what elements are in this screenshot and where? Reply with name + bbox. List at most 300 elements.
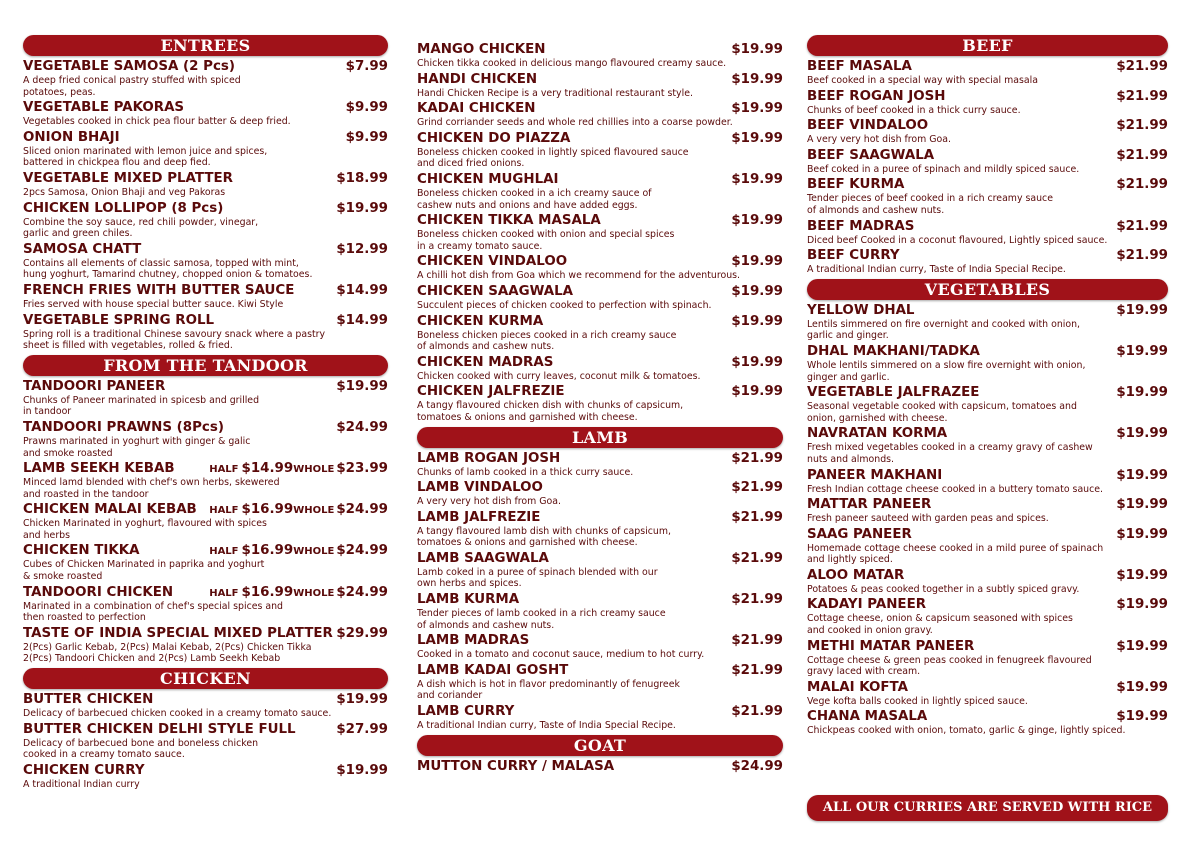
menu-item: [807, 680, 1168, 708]
menu-item-price: $19.99: [1116, 638, 1168, 654]
menu-item-price: $29.99: [336, 625, 388, 641]
menu-item-price: $19.99: [731, 101, 783, 117]
menu-item-name: LAMB KADAI GOSHT: [417, 662, 569, 678]
whole-label: WHOLE: [293, 546, 335, 558]
menu-item: [417, 72, 783, 100]
menu-item-name: ALOO MATAR: [807, 567, 905, 583]
menu-item-row: [23, 420, 388, 436]
menu-item-row: [417, 704, 783, 720]
menu-item-name: CHICKEN LOLLIPOP (8 Pcs): [23, 200, 224, 216]
menu-item-row: [23, 283, 388, 299]
menu-item-price: $24.99: [731, 758, 783, 774]
menu-item-price: $24.99: [336, 584, 388, 600]
menu-item-description: battered in chickpea flou and deep fied.: [23, 157, 211, 169]
half-price: $16.99: [241, 543, 294, 559]
menu-item-name: METHI MATAR PANEER: [807, 638, 975, 654]
menu-item-description: Succulent pieces of chicken cooked to perfection with spinach.: [417, 299, 712, 311]
menu-item-row: [417, 759, 783, 775]
menu-item-name: CHICKEN SAAGWALA: [417, 283, 574, 299]
menu-item-name: NAVRATAN KORMA: [807, 426, 948, 442]
menu-item: [417, 759, 783, 775]
section-header-chicken: CHICKEN: [23, 668, 388, 689]
menu-item-row: [807, 248, 1168, 264]
menu-item-description: A tangy flavoured chicken dish with chunks of capsicum,: [417, 400, 684, 412]
half-price: $14.99: [241, 461, 294, 477]
menu-item-price: $14.99: [336, 312, 388, 328]
menu-item-description: in a creamy tomato sauce.: [417, 240, 543, 252]
menu-item-description: Combine the soy sauce, red chili powder, vinegar,: [23, 216, 259, 228]
menu-item-description: Vege kofta balls cooked in lightly spiced sauce.: [807, 695, 1028, 707]
menu-item-description: Boneless chicken pieces cooked in a rich creamy sauce: [417, 329, 677, 341]
menu-item-price: $7.99: [345, 59, 388, 74]
menu-item-row: [23, 543, 388, 559]
menu-item-price: $19.99: [731, 313, 783, 329]
menu-column-middle: [417, 42, 783, 777]
menu-item-description: of almonds and cashew nuts.: [417, 341, 555, 353]
menu-item-row: [23, 763, 388, 779]
menu-item-name: BEEF VINDALOO: [807, 118, 929, 134]
menu-item: [417, 704, 783, 732]
menu-item-name: TANDOORI PANEER: [23, 378, 166, 394]
menu-item: [23, 420, 388, 459]
menu-item-description: & smoke roasted: [23, 571, 103, 583]
menu-item-price: $19.99: [1116, 497, 1168, 513]
menu-item-name: ONION BHAJI: [23, 129, 120, 145]
menu-item-name: TANDOORI PRAWNS (8Pcs): [23, 419, 224, 435]
menu-item-description: and roasted in the tandoor: [23, 488, 149, 500]
menu-item: [807, 118, 1168, 146]
menu-item-description: then roasted to perfection: [23, 612, 146, 624]
menu-item-name: YELLOW DHAL: [807, 302, 915, 318]
menu-item: [807, 219, 1168, 247]
menu-item-description: Marinated in a combination of chef's special spices and: [23, 600, 283, 612]
menu-item: [807, 497, 1168, 525]
section-tandoor: [23, 379, 388, 665]
menu-item: [807, 527, 1168, 566]
menu-item-description: Chunks of Paneer marinated in spicesb and grilled: [23, 394, 260, 406]
menu-item-description: 2(Pcs) Tandoori Chicken and 2(Pcs) Lamb Seekh Kebab: [23, 653, 281, 665]
menu-item-price: $21.99: [731, 509, 783, 525]
menu-item: [417, 510, 783, 549]
menu-item-price: $21.99: [731, 662, 783, 678]
menu-item: [807, 303, 1168, 342]
menu-item-name: KADAYI PANEER: [807, 597, 927, 613]
menu-item-description: of almonds and cashew nuts.: [417, 619, 555, 631]
menu-item-price: $19.99: [336, 378, 388, 394]
menu-item-price: $19.99: [731, 130, 783, 146]
menu-item-name: PANEER MAKHANI: [807, 467, 943, 483]
menu-item-price: $19.99: [1116, 343, 1168, 359]
menu-item-name: DHAL MAKHANI/TADKA: [807, 343, 980, 359]
menu-item-description: A very very hot dish from Goa.: [417, 496, 562, 508]
menu-item: [417, 551, 783, 590]
menu-item-price: $18.99: [336, 170, 388, 186]
menu-item-description: Fresh Indian cottage cheese cooked in a buttery tomato sauce.: [807, 483, 1104, 495]
menu-item-name: CHICKEN MADRAS: [417, 354, 554, 370]
menu-item-price: $19.99: [731, 71, 783, 87]
menu-item-description: Cottage cheese & green peas cooked in fenugreek flavoured: [807, 654, 1092, 666]
menu-item-description: A dish which is hot in flavor predominantly of fenugreek: [417, 678, 680, 690]
menu-item-price: $19.99: [1116, 597, 1168, 613]
menu-item-description: Cooked in a tomato and coconut sauce, medium to hot curry.: [417, 649, 705, 661]
menu-item-price: $9.99: [345, 129, 388, 145]
menu-item-row: [417, 172, 783, 188]
menu-item-price: $9.99: [345, 100, 388, 116]
menu-item-row: [807, 385, 1168, 401]
menu-item-description: sheet is filled with vegetables, rolled & fried.: [23, 340, 233, 352]
menu-item-description: and diced fried onions.: [417, 158, 525, 170]
menu-item-row: [807, 680, 1168, 696]
menu-item-description: Fries served with house special butter sauce. Kiwi Style: [23, 298, 284, 310]
menu-item-description: 2pcs Samosa, Onion Bhaji and veg Pakoras: [23, 186, 226, 198]
menu-item: [807, 709, 1168, 737]
menu-item-description: Tender pieces of lamb cooked in a rich creamy sauce: [417, 608, 666, 620]
menu-item-row: [417, 592, 783, 608]
menu-item-price: $21.99: [731, 480, 783, 496]
menu-item-price: $19.99: [731, 42, 783, 57]
menu-item-name: BEEF ROGAN JOSH: [807, 88, 946, 104]
menu-item-price: $21.99: [1116, 248, 1168, 264]
menu-item-row: [23, 626, 388, 642]
menu-item-price: $23.99: [336, 461, 388, 477]
menu-item-row: [807, 468, 1168, 484]
whole-label: WHOLE: [293, 464, 335, 476]
menu-item-name: LAMB SAAGWALA: [417, 550, 549, 566]
menu-item-name: MALAI KOFTA: [807, 679, 908, 695]
menu-item-row: [417, 101, 783, 117]
menu-item-name: FRENCH FRIES WITH BUTTER SAUCE: [23, 282, 295, 298]
menu-item-name: CHICKEN TIKKA MASALA: [417, 213, 601, 229]
menu-item-description: A traditional Indian curry, Taste of India Special Recipe.: [417, 720, 676, 732]
menu-item-name: MANGO CHICKEN: [417, 42, 546, 57]
menu-item: [807, 597, 1168, 636]
menu-item: [807, 89, 1168, 117]
half-label: HALF: [209, 546, 239, 558]
menu-item-row: [417, 355, 783, 371]
menu-item-description: of almonds and cashew nuts.: [807, 204, 945, 216]
menu-item-name: LAMB CURRY: [417, 704, 515, 720]
menu-item-row: [417, 131, 783, 147]
menu-item-name: KADAI CHICKEN: [417, 101, 536, 117]
section-header-tandoor: FROM THE TANDOOR: [23, 355, 388, 376]
menu-item-price: $19.99: [1116, 302, 1168, 318]
menu-item-name: VEGETABLE PAKORAS: [23, 100, 185, 116]
menu-item-row: [417, 284, 783, 300]
menu-item-row: [23, 100, 388, 116]
menu-item: [23, 543, 388, 582]
menu-item: [23, 626, 388, 665]
menu-item-row: [417, 633, 783, 649]
menu-item-price: $24.99: [336, 543, 388, 559]
menu-item-description: Spring roll is a traditional Chinese savoury snack where a pastry: [23, 328, 326, 340]
menu-item-name: HANDI CHICKEN: [417, 71, 538, 87]
menu-item: [23, 130, 388, 169]
menu-item-row: [23, 722, 388, 738]
menu-item: [23, 171, 388, 199]
menu-item-description: A very very hot dish from Goa.: [807, 134, 952, 146]
menu-item: [23, 502, 388, 541]
section-header-goat: GOAT: [417, 735, 783, 756]
menu-item-name: CHICKEN KURMA: [417, 313, 544, 329]
menu-item-price: $21.99: [731, 550, 783, 566]
menu-item-description: Chunks of lamb cooked in a thick curry sauce.: [417, 466, 634, 478]
menu-item-description: Vegetables cooked in chick pea flour batter & deep fried.: [23, 116, 291, 128]
menu-item: [807, 568, 1168, 596]
menu-item-row: [23, 130, 388, 146]
menu-item-description: Cottage cheese, onion & capsicum seasoned with spices: [807, 613, 1073, 625]
menu-item-name: TASTE OF INDIA SPECIAL MIXED PLATTER: [23, 625, 333, 641]
menu-item-description: Cubes of Chicken Marinated in paprika and yoghurt: [23, 559, 265, 571]
menu-item-description: Chicken tikka cooked in delicious mango flavoured creamy sauce.: [417, 58, 727, 69]
menu-item-row: [417, 213, 783, 229]
menu-item: [807, 639, 1168, 678]
menu-item-row: [23, 379, 388, 395]
half-label: HALF: [209, 464, 239, 476]
menu-item-description: Boneless chicken cooked in a ich creamy sauce of: [417, 187, 652, 199]
menu-item-price: $19.99: [336, 692, 388, 708]
section-lamb: [417, 451, 783, 732]
menu-item-description: and lightly spiced.: [807, 554, 893, 566]
footer-banner: ALL OUR CURRIES ARE SERVED WITH RICE: [807, 795, 1168, 821]
half-label: HALF: [209, 587, 239, 599]
menu-item-description: Grind corriander seeds and whole red chillies into a coarse powder.: [417, 117, 733, 129]
menu-item-description: Prawns marinated in yoghurt with ginger & galic: [23, 435, 251, 447]
menu-item: [417, 355, 783, 383]
menu-item: [23, 379, 388, 418]
menu-item-name: CHICKEN MUGHLAI: [417, 171, 559, 187]
menu-item-description: Chickpeas cooked with onion, tomato, garlic & ginge, lightly spiced.: [807, 725, 1126, 737]
menu-item-name: SAMOSA CHATT: [23, 241, 142, 257]
menu-item-description: Beef coked in a puree of spinach and mildly spiced sauce.: [807, 163, 1080, 175]
menu-item-price: $19.99: [1116, 526, 1168, 542]
menu-item-description: Tender pieces of beef cooked in a rich creamy sauce: [807, 193, 1053, 205]
menu-item: [417, 101, 783, 129]
menu-item-price: $12.99: [336, 241, 388, 257]
menu-item-name: VEGETABLE JALFRAZEE: [807, 385, 980, 401]
menu-item-description: Delicacy of barbecued chicken cooked in a creamy tomato sauce.: [23, 708, 332, 720]
menu-item-row: [807, 639, 1168, 655]
half-price: $16.99: [241, 584, 294, 600]
menu-item-description: ginger and garlic.: [807, 371, 890, 383]
section-entrees: [23, 59, 388, 352]
menu-item-description: garlic and green chiles.: [23, 228, 133, 240]
menu-item-price: $21.99: [1116, 88, 1168, 104]
menu-item-price: $21.99: [731, 450, 783, 466]
menu-column-left: [23, 34, 388, 792]
menu-item-price: $19.99: [336, 200, 388, 216]
whole-label: WHOLE: [293, 505, 335, 517]
menu-item-description: Chicken Marinated in yoghurt, flavoured with spices: [23, 518, 267, 530]
menu-item-row: [23, 585, 388, 601]
menu-item-name: BUTTER CHICKEN DELHI STYLE FULL: [23, 721, 296, 737]
menu-item-name: BUTTER CHICKEN: [23, 692, 154, 708]
menu-item-description: Whole lentils simmered on a slow fire overnight with onion,: [807, 359, 1086, 371]
menu-item: [417, 384, 783, 423]
menu-item: [807, 344, 1168, 383]
menu-item-row: [807, 709, 1168, 725]
menu-item-name: BEEF SAAGWALA: [807, 147, 935, 163]
menu-item-description: garlic and ginger.: [807, 330, 889, 342]
menu-item-row: [417, 510, 783, 526]
menu-item: [23, 100, 388, 128]
menu-item-name: LAMB SEEKH KEBAB: [23, 461, 175, 477]
menu-item-row: [23, 171, 388, 187]
menu-item-price: $19.99: [1116, 679, 1168, 695]
menu-item-description: potatoes, peas.: [23, 86, 96, 98]
menu-item: [807, 248, 1168, 276]
menu-item: [23, 585, 388, 624]
menu-item-price: $21.99: [731, 704, 783, 720]
menu-item-description: and herbs: [23, 529, 71, 541]
menu-item-price: $14.99: [336, 282, 388, 298]
menu-item: [807, 468, 1168, 496]
menu-item-row: [23, 692, 388, 708]
menu-item: [417, 172, 783, 211]
menu-item-description: Chunks of beef cooked in a thick curry sauce.: [807, 104, 1021, 116]
menu-item-description: Diced beef Cooked in a coconut flavoured, Lightly spiced sauce.: [807, 234, 1108, 246]
menu-item-description: own herbs and spices.: [417, 578, 522, 590]
menu-item-name: BEEF KURMA: [807, 177, 905, 193]
menu-item-price: $24.99: [336, 419, 388, 435]
menu-item-row: [807, 118, 1168, 134]
menu-column-right: [807, 34, 1168, 739]
menu-item-row: [23, 242, 388, 258]
menu-item: [23, 722, 388, 761]
menu-item: [417, 213, 783, 252]
section-chicken-b: [417, 42, 783, 424]
menu-item-description: nuts and almonds.: [807, 453, 895, 465]
menu-item-price: $19.99: [731, 171, 783, 187]
menu-item: [417, 131, 783, 170]
section-chicken-a: [23, 692, 388, 790]
menu-item-row: [417, 314, 783, 330]
menu-item-price: $21.99: [1116, 177, 1168, 193]
menu-item-price: $27.99: [336, 721, 388, 737]
menu-item-row: [807, 59, 1168, 75]
menu-item-row: [417, 72, 783, 88]
menu-item-description: Chicken cooked with curry leaves, coconut milk & tomatoes.: [417, 370, 701, 382]
menu-item-description: Seasonal vegetable cooked with capsicum, tomatoes and: [807, 401, 1077, 413]
menu-item-price: $19.99: [1116, 385, 1168, 401]
menu-item-row: [23, 461, 388, 477]
menu-item-description: tomatoes & onions and garnished with cheese.: [417, 537, 638, 549]
menu-item-description: Contains all elements of classic samosa, topped with mint,: [23, 257, 299, 269]
menu-item-name: CHICKEN CURRY: [23, 762, 145, 778]
menu-item-name: VEGETABLE SAMOSA (2 Pcs): [23, 59, 235, 74]
menu-item: [23, 461, 388, 500]
menu-item-price: $21.99: [731, 633, 783, 649]
menu-item-description: and coriander: [417, 690, 483, 702]
menu-item-description: Minced lamd blended with chef's own herbs, skewered: [23, 477, 280, 489]
menu-item: [23, 59, 388, 98]
menu-item-name: SAAG PANEER: [807, 526, 912, 542]
menu-item: [23, 283, 388, 311]
menu-item-row: [417, 42, 783, 58]
menu-item-row: [23, 201, 388, 217]
menu-item: [807, 385, 1168, 424]
section-beef: [807, 59, 1168, 276]
menu-item: [417, 480, 783, 508]
menu-item-name: MATTAR PANEER: [807, 497, 932, 513]
menu-item-price: $21.99: [1116, 147, 1168, 163]
menu-item-name: TANDOORI CHICKEN: [23, 584, 174, 600]
menu-item-description: Boneless chicken cooked in lightly spiced flavoured sauce: [417, 146, 689, 158]
menu-item-description: A tangy flavoured lamb dish with chunks of capsicum,: [417, 525, 671, 537]
section-header-entrees: ENTREES: [23, 35, 388, 56]
menu-item-description: Delicacy of barbecued bone and boneless chicken: [23, 737, 259, 749]
menu-item-name: CHANA MASALA: [807, 709, 928, 725]
menu-item: [417, 284, 783, 312]
menu-item: [23, 313, 388, 352]
menu-item-price: $21.99: [731, 592, 783, 608]
menu-item-description: Lentils simmered on fire overnight and cooked with onion,: [807, 318, 1081, 330]
menu-item: [417, 314, 783, 353]
menu-item-description: A chilli hot dish from Goa which we recommend for the adventurous.: [417, 270, 741, 282]
menu-item-price: $19.99: [1116, 709, 1168, 725]
menu-item: [417, 592, 783, 631]
menu-item: [417, 633, 783, 661]
menu-item-name: LAMB VINDALOO: [417, 480, 543, 496]
menu-item-row: [807, 89, 1168, 105]
menu-item-name: VEGETABLE MIXED PLATTER: [23, 170, 233, 186]
menu-item-row: [417, 551, 783, 567]
menu-item-row: [807, 148, 1168, 164]
menu-item-price: $19.99: [731, 354, 783, 370]
menu-item: [807, 426, 1168, 465]
menu-item-description: onion, garnished with cheese.: [807, 412, 948, 424]
menu-item-name: CHICKEN VINDALOO: [417, 254, 568, 270]
menu-item-row: [23, 59, 388, 75]
menu-item-name: LAMB ROGAN JOSH: [417, 450, 561, 466]
menu-item-description: A deep fried conical pastry stuffed with spiced: [23, 75, 241, 86]
menu-item-name: LAMB MADRAS: [417, 633, 530, 649]
menu-item-name: LAMB JALFREZIE: [417, 509, 541, 525]
menu-item: [417, 254, 783, 282]
section-vegetables: [807, 303, 1168, 737]
menu-item-name: CHICKEN JALFREZIE: [417, 384, 565, 400]
menu-item: [417, 451, 783, 479]
menu-item-row: [807, 497, 1168, 513]
menu-item-price: $19.99: [731, 254, 783, 270]
menu-item-name: MUTTON CURRY / MALASA: [417, 758, 615, 774]
section-header-lamb: LAMB: [417, 427, 783, 448]
menu-item-description: Lamb coked in a puree of spinach blended with our: [417, 566, 658, 578]
menu-item-name: BEEF MASALA: [807, 59, 912, 74]
menu-item-price: $19.99: [731, 384, 783, 400]
menu-item: [417, 663, 783, 702]
menu-item-price: $21.99: [1116, 118, 1168, 134]
menu-item-row: [417, 254, 783, 270]
menu-item-row: [807, 568, 1168, 584]
section-header-vegetables: VEGETABLES: [807, 279, 1168, 300]
half-label: HALF: [209, 505, 239, 517]
menu-item-row: [417, 451, 783, 467]
menu-item-description: Fresh mixed vegetables cooked in a creamy gravy of cashew: [807, 442, 1093, 454]
menu-item-row: [807, 527, 1168, 543]
menu-item-name: BEEF MADRAS: [807, 218, 915, 234]
menu-item-description: Boneless chicken cooked with onion and special spices: [417, 229, 675, 241]
menu-item-row: [807, 597, 1168, 613]
menu-item-description: Homemade cottage cheese cooked in a mild puree of spainach: [807, 542, 1104, 554]
menu-item: [23, 242, 388, 281]
menu-item: [23, 763, 388, 791]
menu-item-price: $19.99: [1116, 426, 1168, 442]
menu-item-description: A traditional Indian curry: [23, 778, 140, 790]
menu-item-price: $21.99: [1116, 59, 1168, 74]
section-header-beef: BEEF: [807, 35, 1168, 56]
menu-item-description: in tandoor: [23, 406, 72, 418]
menu-item: [807, 59, 1168, 87]
